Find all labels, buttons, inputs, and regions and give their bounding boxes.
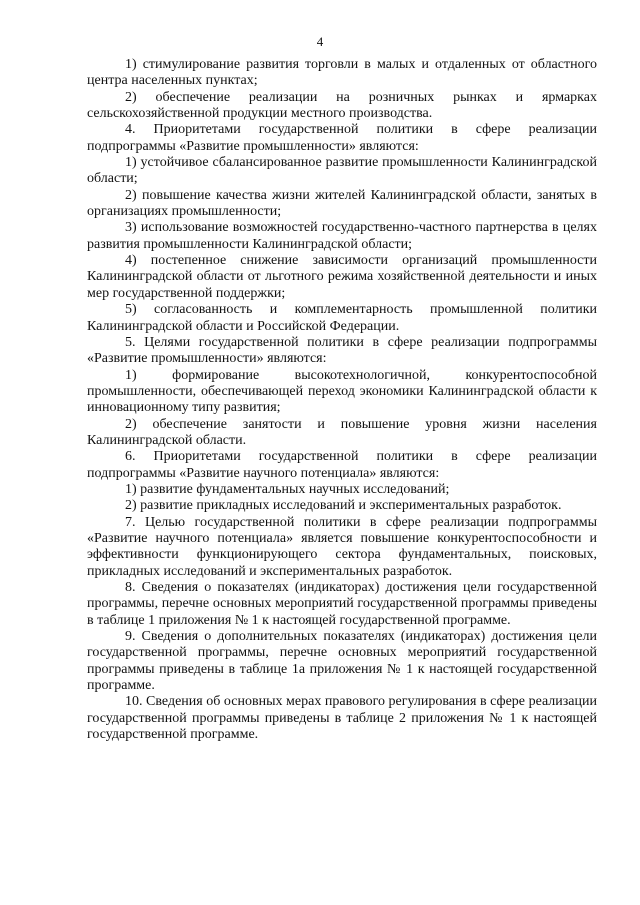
paragraph: 1) устойчивое сбалансированное развитие промышленности Калининградской области; (87, 155, 597, 187)
paragraph: 3) использование возможностей государственно-частного партнерства в целях развития промышленности Калининградской области; (87, 220, 597, 252)
paragraph: 2) развитие прикладных исследований и экспериментальных разработок. (125, 498, 562, 514)
paragraph: 4. Приоритетами государственной политики в сфере реализации подпрограммы «Развитие промышленности» являются: (87, 122, 597, 154)
paragraph: 1) стимулирование развития торговли в малых и отдаленных от областного центра населенных пунктах; (87, 57, 597, 89)
paragraph: 8. Сведения о показателях (индикаторах) достижения цели государственной программы, перечне основных мероприятий государственной программы приведены в таблице 1 приложения № 1 к настоящей государственной программе. (87, 580, 597, 628)
paragraph: 10. Сведения об основных мерах правового регулирования в сфере реализации государственной программы приведены в таблице 2 приложения № 1 к настоящей государственной программе. (87, 694, 597, 743)
paragraph: 5) согласованность и комплементарность промышленной политики Калининградской области и Российской Федерации. (87, 302, 597, 334)
paragraph: 1) развитие фундаментальных научных исследований; (125, 481, 450, 497)
paragraph: 2) обеспечение реализации на розничных рынках и ярмарках сельскохозяйственной продукции местного производства. (87, 89, 597, 122)
paragraph: 1) формирование высокотехнологичной, конкурентоспособной промышленности, обеспечивающей переход экономики Калининградской области к инновационному типу развития; (87, 367, 597, 416)
paragraph: 4) постепенное снижение зависимости организаций промышленности Калининградской области от льготного режима хозяйственной деятельности и иных мер государственной поддержки; (87, 253, 597, 301)
paragraph: 2) обеспечение занятости и повышение уровня жизни населения Калининградской области. (87, 416, 597, 448)
paragraph: 2) повышение качества жизни жителей Калининградской области, занятых в организациях промышленности; (87, 187, 597, 220)
paragraph: 5. Целями государственной политики в сфере реализации подпрограммы «Развитие промышленности» являются: (87, 334, 597, 367)
paragraph: 6. Приоритетами государственной политики в сфере реализации подпрограммы «Развитие научного потенциала» являются: (87, 449, 597, 481)
paragraph: 9. Сведения о дополнительных показателях (индикаторах) достижения цели государственной программы, перечне основных мероприятий государственной программы приведены в таблице 1а приложения № 1 к настоящей государственной программе. (87, 629, 597, 694)
paragraph: 7. Целью государственной политики в сфере реализации подпрограммы «Развитие научного потенциала» является повышение конкурентоспособности и эффективности функционирующего сектора фундаментальных, поисковых, прикладных исследований и экспериментальных разработок. (87, 514, 597, 579)
page-number: 4 (316, 34, 324, 49)
document-body (87, 57, 597, 743)
